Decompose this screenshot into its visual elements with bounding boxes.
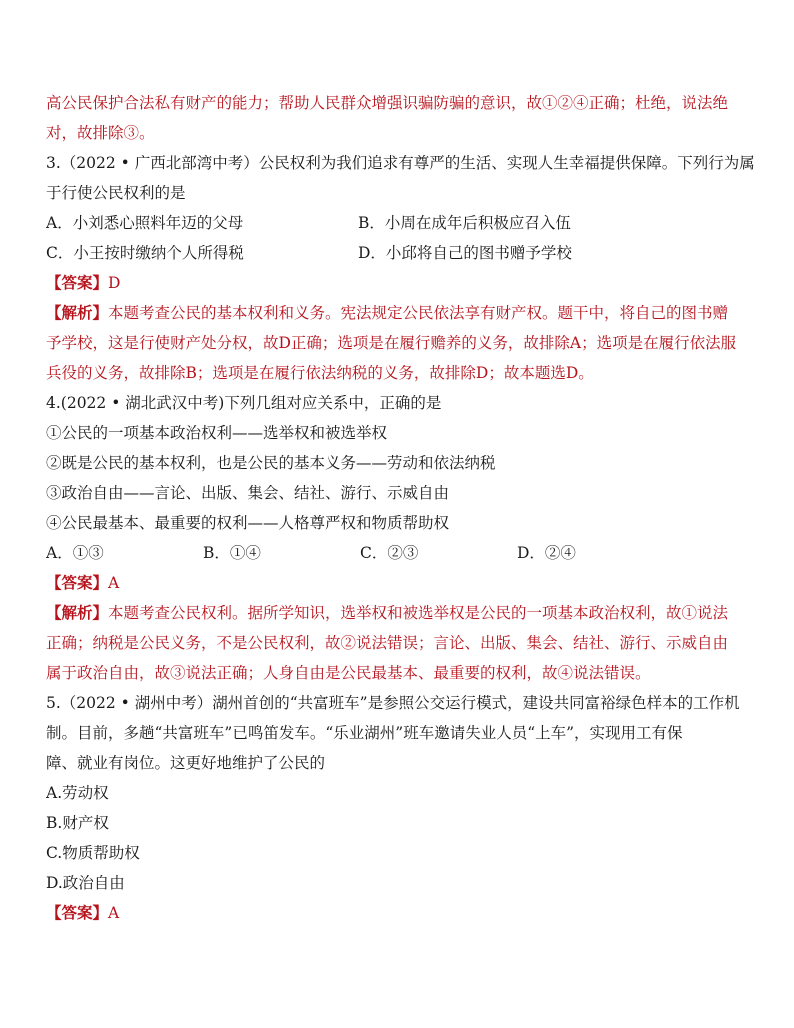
q3-option-d: D．小邱将自己的图书赠予学校: [358, 244, 572, 262]
prev-analysis-line-1: 高公民保护合法私有财产的能力；帮助人民群众增强识骗防骗的意识，故①②④正确；杜绝，说法绝: [46, 94, 729, 112]
q3-answer: [46, 268, 756, 298]
q4-item-2: ②既是公民的基本权利，也是公民的基本义务——劳动和依法纳税: [46, 454, 496, 472]
q3-stem-line-2: 于行使公民权利的是: [46, 184, 186, 202]
q5-answer: [46, 898, 756, 928]
q4-analysis-line-1: [46, 598, 756, 628]
q4-stem: 4.(2022 • 湖北武汉中考)下列几组对应关系中，正确的是: [46, 394, 442, 412]
q4-analysis-line-3: 属于政治自由，故③说法正确；人身自由是公民最基本、最重要的权利，故④说法错误。: [46, 664, 651, 682]
q4-answer: [46, 568, 756, 598]
q5-option-b: B.财产权: [46, 814, 109, 832]
q3-analysis-line-2: 予学校，这是行使财产处分权，故D正确；选项是在履行赡养的义务，故排除A；选项是在履行依法服: [46, 334, 737, 352]
q3-stem-line-1: 3.（2022 • 广西北部湾中考）公民权利为我们追求有尊严的生活、实现人生幸福提供保障。下列行为属: [46, 154, 755, 172]
q3-analysis-tag: 【解析】: [46, 303, 109, 322]
document-page: [46, 88, 756, 928]
q4-option-b: B．①④: [203, 544, 261, 562]
q5-stem-line-3: 障、就业有岗位。这更好地维护了公民的: [46, 754, 326, 772]
q3-answer-tag: 【答案】: [46, 273, 109, 292]
q5-stem-line-1: 5.（2022 • 湖州中考）湖州首创的“共富班车”是参照公交运行模式，建设共同富裕绿色样本的工作机: [46, 694, 740, 712]
q3-analysis-line-1: [46, 298, 756, 328]
q5-option-d: D.政治自由: [46, 874, 125, 892]
q4-answer-tag: 【答案】: [46, 573, 109, 592]
q3-option-a: A．小刘悉心照料年迈的父母: [46, 214, 244, 232]
q4-analysis-tag: 【解析】: [46, 603, 109, 622]
q4-option-c: C．②③: [360, 544, 419, 562]
q4-item-3: ③政治自由——言论、出版、集会、结社、游行、示威自由: [46, 484, 450, 502]
q5-answer-value: A: [108, 904, 120, 922]
q3-option-b: B．小周在成年后积极应召入伍: [358, 214, 571, 232]
q4-item-4: ④公民最基本、最重要的权利——人格尊严权和物质帮助权: [46, 514, 450, 532]
q4-answer-value: A: [108, 574, 120, 592]
q5-option-a: A.劳动权: [46, 784, 109, 802]
q5-answer-tag: 【答案】: [46, 903, 109, 922]
q3-options-row-2: [46, 238, 756, 268]
q3-answer-value: D: [108, 274, 121, 292]
q3-option-c: C．小王按时缴纳个人所得税: [46, 244, 244, 262]
q4-analysis-line-2: 正确；纳税是公民义务，不是公民权利，故②说法错误；言论、出版、集会、结社、游行、示威自由: [46, 634, 729, 652]
prev-analysis-line-2: 对，故排除③。: [46, 124, 155, 142]
q4-option-a: A．①③: [46, 544, 104, 562]
q3-options-row-1: [46, 208, 756, 238]
q5-option-c: C.物质帮助权: [46, 844, 140, 862]
q4-option-d: D．②④: [517, 544, 576, 562]
q3-analysis-line-3: 兵役的义务，故排除B；选项是在履行依法纳税的义务，故排除D；故本题选D。: [46, 364, 594, 382]
q4-analysis-text-1: 本题考查公民权利。据所学知识，选举权和被选举权是公民的一项基本政治权利，故①说法: [108, 604, 729, 622]
q4-options-row: [46, 538, 756, 568]
q4-item-1: ①公民的一项基本政治权利——选举权和被选举权: [46, 424, 388, 442]
q3-analysis-text-1: 本题考查公民的基本权利和义务。宪法规定公民依法享有财产权。题干中，将自己的图书赠: [108, 304, 729, 322]
q5-stem-line-2: 制。目前，多趟“共富班车”已鸣笛发车。“乐业湖州”班车邀请失业人员“上车”，实现用工有保: [46, 724, 683, 742]
